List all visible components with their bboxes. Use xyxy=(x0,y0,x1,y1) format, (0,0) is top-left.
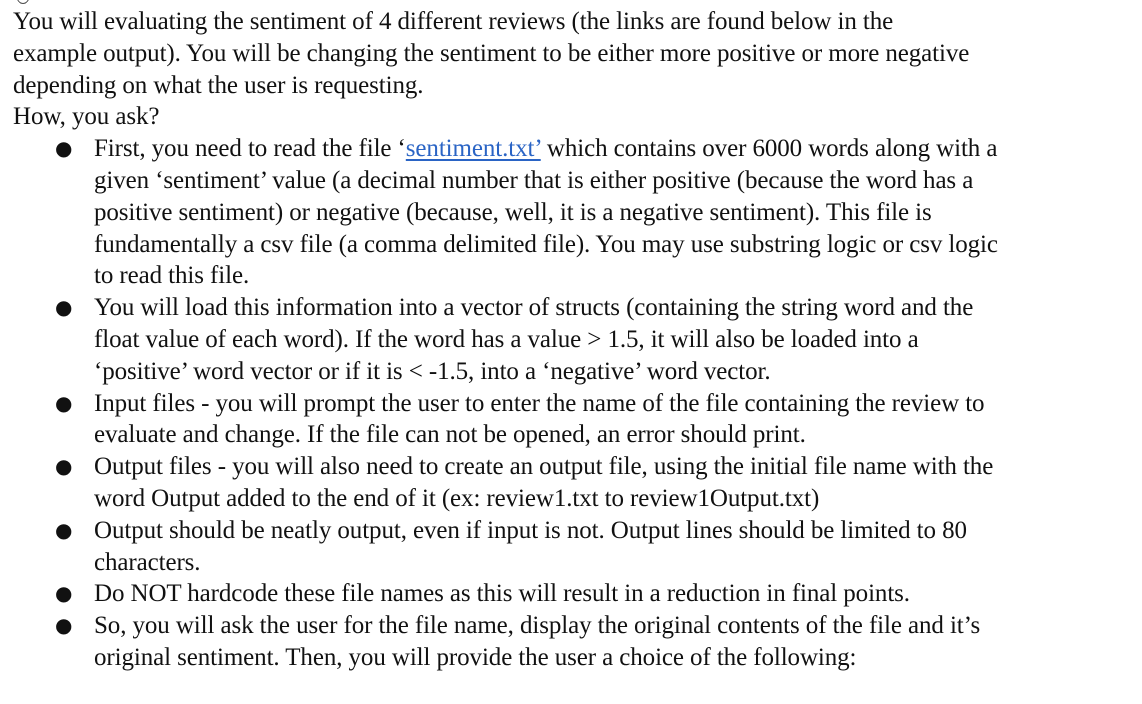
list-item xyxy=(13,388,1133,452)
item-7-line-1: So, you will ask the user for the file name, display the original contents of the file and it’s xyxy=(94,612,981,640)
item-1-line-5: to read this file. xyxy=(94,262,250,290)
intro-line-2: example output). You will be changing the sentiment to be either more positive or more negative xyxy=(13,39,970,67)
bullet-icon: ● xyxy=(55,136,73,161)
item-1-line-1-post: which contains over 6000 words along with a xyxy=(540,135,998,163)
list-item xyxy=(13,292,1133,387)
bullet-icon: ● xyxy=(55,390,73,415)
list-item xyxy=(13,133,1133,292)
bullet-icon: ● xyxy=(55,454,73,479)
list-item xyxy=(13,578,1133,610)
list-item xyxy=(13,515,1133,579)
item-2-line-2: float value of each word). If the word has a value > 1.5, it will also be loaded into a xyxy=(94,325,919,353)
how-question: How, you ask? xyxy=(13,103,160,131)
bullet-icon: ● xyxy=(55,613,73,638)
item-4-line-2: word Output added to the end of it (ex: review1.txt to review1Output.txt) xyxy=(94,484,820,512)
requirements-list xyxy=(13,133,1133,674)
item-1-line-3: positive sentiment) or negative (because, well, it is a negative sentiment). This file is xyxy=(94,198,932,226)
item-7-line-2: original sentiment. Then, you will provide the user a choice of the following: xyxy=(94,643,857,671)
item-6-line-1: Do NOT hardcode these file names as this will result in a reduction in final points. xyxy=(94,580,910,608)
bullet-icon: ● xyxy=(55,517,73,542)
sentiment-file-link[interactable]: sentiment.txt’ xyxy=(405,135,541,163)
intro-line-3: depending on what the user is requesting. xyxy=(13,71,424,99)
item-1-line-4: fundamentally a csv file (a comma delimited file). You may use substring logic or csv logic xyxy=(94,230,998,258)
item-5-line-1: Output should be neatly output, even if input is not. Output lines should be limited to 80 xyxy=(94,516,967,544)
item-1-line-2: given ‘sentiment’ value (a decimal number that is either positive (because the word has a xyxy=(94,166,974,194)
item-4-line-1: Output files - you will also need to create an output file, using the initial file name with the xyxy=(94,453,994,481)
item-1-line-1-pre: First, you need to read the file ‘ xyxy=(94,135,406,163)
intro-paragraph xyxy=(13,6,1133,133)
bullet-icon: ● xyxy=(55,295,73,320)
item-3-line-2: evaluate and change. If the file can not be opened, an error should print. xyxy=(94,421,806,449)
intro-line-1: You will evaluating the sentiment of 4 different reviews (the links are found below in the xyxy=(13,8,894,35)
item-2-line-3: ‘positive’ word vector or if it is < -1.5, into a ‘negative’ word vector. xyxy=(94,357,771,385)
list-item xyxy=(13,610,1133,674)
list-item xyxy=(13,451,1133,515)
item-2-line-1: You will load this information into a vector of structs (containing the string word and the xyxy=(94,294,974,322)
bullet-icon: ● xyxy=(55,581,73,606)
item-3-line-1: Input files - you will prompt the user to enter the name of the file containing the review to xyxy=(94,389,985,417)
document-body xyxy=(13,6,1133,674)
item-5-line-2: characters. xyxy=(94,548,201,576)
